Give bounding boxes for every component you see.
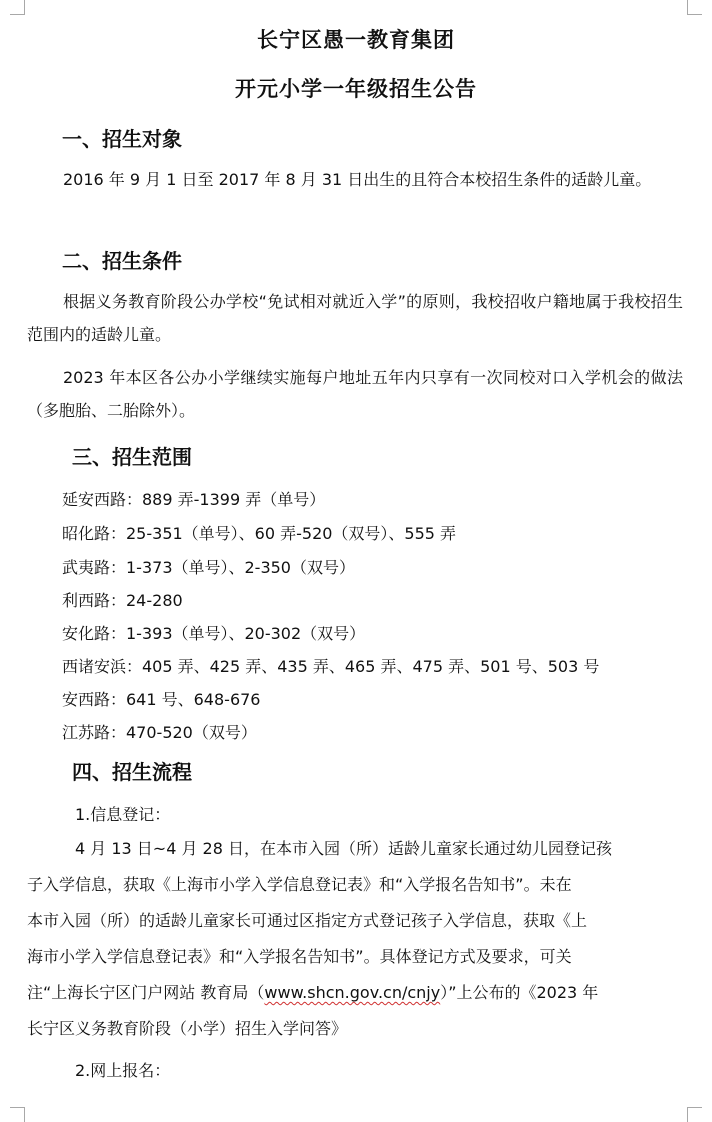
registration-text-line: 本市入园（所）的适龄儿童家长可通过区指定方式登记孩子入学信息，获取《上 xyxy=(27,911,588,930)
range-item: 西诸安浜：405 弄、425 弄、435 弄、465 弄、475 弄、501 号、503 号 xyxy=(62,657,600,676)
registration-text-fragment: 注“上海长宁区门户网站 教育局（ xyxy=(27,983,265,1002)
range-item: 安西路：641 号、648-676 xyxy=(62,690,261,709)
registration-text-line: 海市小学入学信息登记表》和“入学报名告知书”。具体登记方式及要求，可关 xyxy=(27,947,572,966)
page-corner-mark xyxy=(10,0,25,15)
section-body-targets: 2016 年 9 月 1 日至 2017 年 8 月 31 日出生的且符合本校招生条件的适龄儿童。 xyxy=(63,170,652,189)
range-item: 武夷路：1-373（单号）、2-350（双号） xyxy=(62,558,355,577)
section-heading-range: 三、招生范围 xyxy=(72,445,192,469)
range-item: 安化路：1-393（单号）、20-302（双号） xyxy=(62,624,366,643)
document-title: 开元小学一年级招生公告 xyxy=(235,76,477,101)
section-body-conditions-1: 根据义务教育阶段公办学校“免试相对就近入学”的原则，我校招收户籍地属于我校招生范围内的适龄儿童。 xyxy=(27,292,683,344)
document-title-group: 长宁区愚一教育集团 xyxy=(257,27,455,52)
registration-text-fragment: ）”上公布的《2023 年 xyxy=(440,983,599,1002)
section-heading-targets: 一、招生对象 xyxy=(62,127,182,151)
page-corner-mark xyxy=(687,0,702,15)
registration-text-line: 长宁区义务教育阶段（小学）招生入学问答》 xyxy=(27,1019,348,1038)
section-heading-conditions: 二、招生条件 xyxy=(62,249,182,273)
section-heading-process: 四、招生流程 xyxy=(72,760,192,784)
range-item: 江苏路：470-520（双号） xyxy=(62,723,257,742)
range-item: 延安西路：889 弄-1399 弄（单号） xyxy=(62,490,326,509)
page-corner-mark xyxy=(10,1107,25,1122)
step-label-online-application: 2.网上报名： xyxy=(75,1061,171,1080)
registration-text-line: 4 月 13 日~4 月 28 日，在本市入园（所）适龄儿童家长通过幼儿园登记孩 xyxy=(75,839,613,858)
range-item: 昭化路：25-351（单号）、60 弄-520（双号）、555 弄 xyxy=(62,524,457,543)
section-body-conditions-2: 2023 年本区各公办小学继续实施每户地址五年内只享有一次同校对口入学机会的做法（多胞胎、二胎除外）。 xyxy=(27,368,683,420)
registration-text-line: 子入学信息，获取《上海市小学入学信息登记表》和“入学报名告知书”。未在 xyxy=(27,875,572,894)
page-corner-mark xyxy=(687,1107,702,1122)
range-item: 利西路：24-280 xyxy=(62,591,183,610)
registration-text-line xyxy=(27,980,598,1003)
education-bureau-link[interactable]: www.shcn.gov.cn/cnjy xyxy=(264,983,441,1002)
step-label-registration: 1.信息登记： xyxy=(75,805,171,824)
